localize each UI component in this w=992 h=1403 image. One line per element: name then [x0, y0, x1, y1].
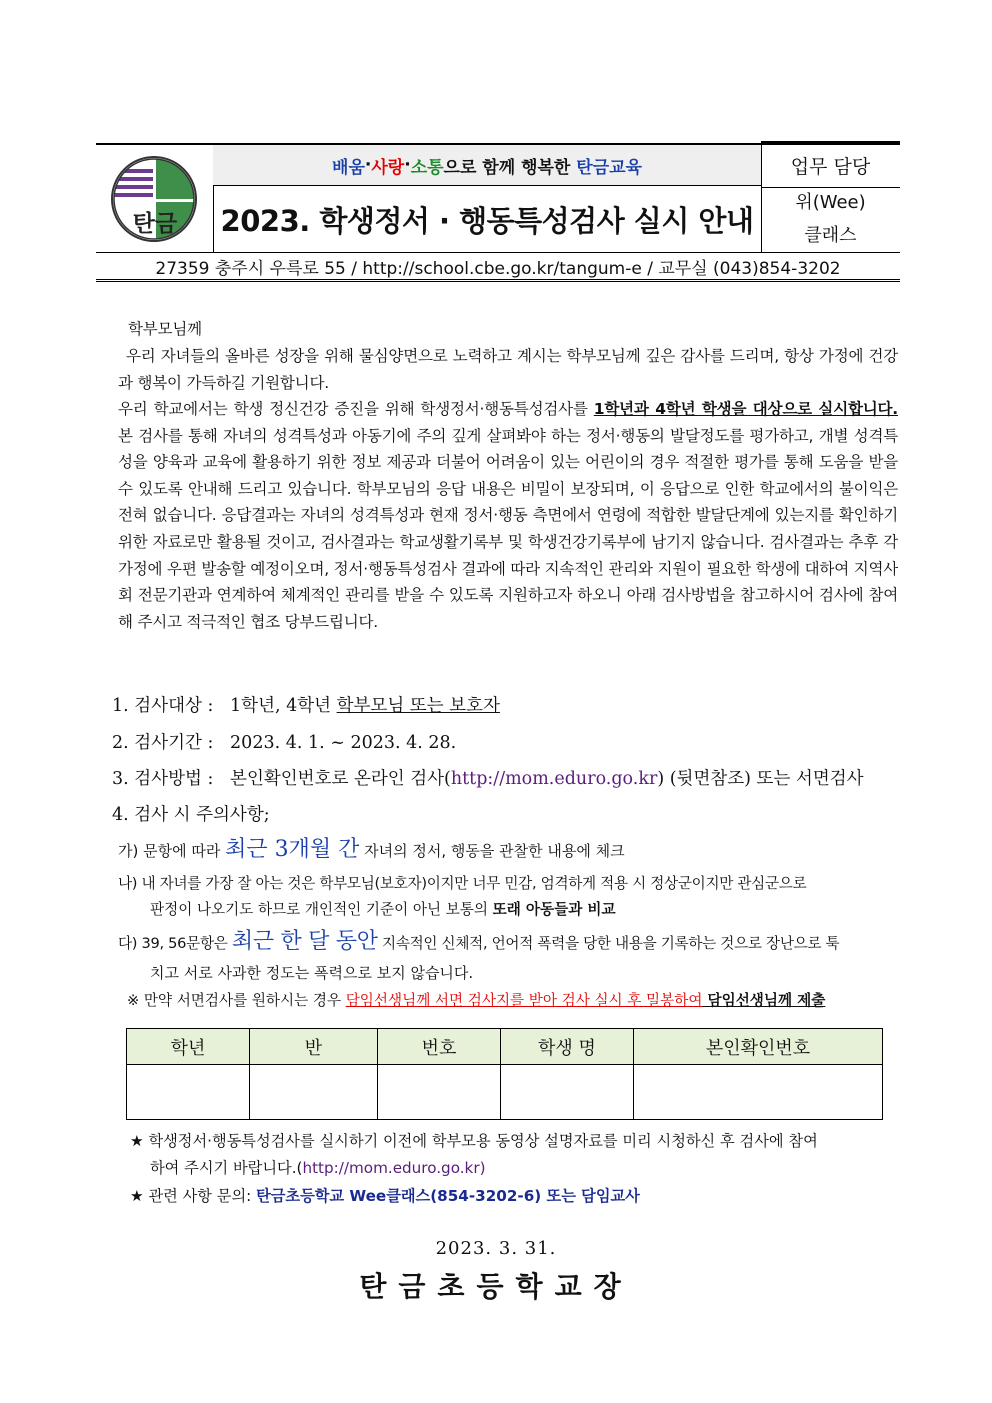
note-da-emphasis: 최근 한 달 동안 — [231, 929, 378, 954]
dept-line1: 위(Wee) — [795, 192, 866, 213]
col-number: 번호 — [378, 1029, 501, 1065]
slogan-middle: 으로 함께 행복한 — [443, 157, 577, 178]
p2-underline: 1학년과 4학년 학생을 대상으로 실시합니다. — [593, 400, 898, 418]
note-star-a: ※ 만약 서면검사를 원하시는 경우 — [127, 992, 346, 1009]
issue-date: 2023. 3. 31. — [435, 1238, 557, 1259]
video-note-2 — [150, 1154, 930, 1182]
col-id-number: 본인확인번호 — [634, 1029, 883, 1065]
cell-student-name[interactable] — [501, 1065, 634, 1120]
item-period-label: 2. 검사기간 : — [112, 733, 214, 753]
inquiry-note — [130, 1182, 910, 1210]
note-ga — [118, 836, 898, 865]
note-na: 나) 내 자녀를 가장 잘 아는 것은 학부모님(보호자)이지만 너무 민감, 엄격하게 적용 시 정상군이지만 관심군으로 — [118, 875, 807, 892]
principal-signature: 탄금초등학교장 — [359, 1270, 633, 1303]
dept-name — [761, 186, 900, 252]
item-method-a: 본인확인번호로 온라인 검사( — [230, 769, 451, 789]
slogan-tangeum: 탄금교육 — [576, 157, 642, 178]
item-method — [112, 765, 864, 790]
note-na-bold: 또래 아동들과 비교 — [492, 901, 616, 918]
note-da — [118, 928, 898, 958]
video-note-url[interactable]: http://mom.eduro.go.kr — [302, 1159, 480, 1177]
inquiry-contact: 탄금초등학교 Wee클래스(854-3202-6) 또는 담임교사 — [256, 1187, 640, 1205]
inquiry-a: ★ 관련 사항 문의: — [130, 1187, 257, 1205]
note-ga-a: 가) 문항에 따라 — [118, 842, 226, 860]
note-star-b: 담임선생님께 제출 — [702, 992, 826, 1009]
item-method-label: 3. 검사방법 : — [112, 769, 214, 789]
slogan-learning: 배움 — [332, 157, 365, 178]
note-ga-b: 자녀의 정서, 행동을 관찰한 내용에 체크 — [359, 842, 625, 860]
cell-grade[interactable] — [127, 1065, 250, 1120]
video-note-c: ) — [479, 1159, 486, 1177]
note-da-a: 다) 39, 56문항은 — [118, 935, 232, 952]
col-student-name: 학생 명 — [501, 1029, 634, 1065]
school-logo-icon — [96, 145, 213, 252]
dept-label: 업무 담당 — [761, 141, 900, 188]
cell-class[interactable] — [250, 1065, 378, 1120]
item-target — [112, 692, 500, 717]
item-cautions: 4. 검사 시 주의사항; — [112, 805, 270, 825]
col-grade: 학년 — [127, 1029, 250, 1065]
address-line: 27359 충주시 우륵로 55 / http://school.cbe.go.kr/tangum-e / 교무실 (043)854-3202 — [96, 253, 900, 282]
slogan-dot: · — [364, 155, 372, 175]
greeting: 학부모님께 — [128, 320, 202, 338]
letter-paragraph-1: 우리 자녀들의 올바른 성장을 위해 물심양면으로 노력하고 계시는 학부모님께 깊은 감사를 드리며, 항상 가정에 건강과 행복이 가득하길 기원합니다. — [118, 347, 898, 392]
note-da-b: 지속적인 신체적, 언어적 폭력을 당한 내용을 기록하는 것으로 장난으로 툭 — [377, 935, 840, 952]
item-method-url[interactable]: http://mom.eduro.go.kr — [450, 769, 658, 789]
slogan-love: 사랑 — [371, 157, 405, 178]
note-na-2 — [150, 896, 890, 924]
note-ga-emphasis: 최근 3개월 간 — [225, 837, 360, 862]
video-note: ★ 학생정서·행동특성검사를 실시하기 이전에 학부모용 동영상 설명자료를 미리 시청하신 후 검사에 참여 — [130, 1132, 818, 1150]
item-target-underline: 학부모님 또는 보호자 — [336, 696, 500, 716]
slogan-dot: · — [404, 155, 411, 175]
video-note-b: 하여 주시기 바랍니다.( — [150, 1159, 303, 1177]
cell-id-number[interactable] — [634, 1065, 883, 1120]
p2-text-b: 본 검사를 통해 자녀의 성격특성과 아동기에 주의 깊게 살펴봐야 하는 정서·행동의 발달정도를 평가하고, 개별 성격특성을 양육과 교육에 활용하기 위한 정보 제공과 더불어 어려움이 있는 어린이의 경우 적절한 평가를 통해 도움을 받을 수 있도록 안내해 드리고 있습니다. 학부모님의 응답 내용은 비밀이 보장되며, 이 응답으로 인한 학교에서의 불이익은 전혀 없습니다. 응답결과는 자녀의 성격특성과 현재 정서·행동 측면에서 연령에 적합한 발달단계에 있는지를 확인하기 위한 자료로만 활용될 것이고, 검사결과는 학교생활기록부 및 학생건강기록부에 남기지 않습니다. 검사결과는 추후 각 가정에 우편 발송할 예정이오며, 정서·행동특성검사 결과에 따라 지속적인 관리와 지원이 필요한 학생에 대하여 지역사회 전문기관과 연계하여 체계적인 관리를 받을 수 있도록 지원하고자 하오니 아래 검사방법을 참고하시어 검사에 참여해 주시고 적극적인 협조 당부드립니다. — [118, 426, 899, 631]
item-target-label: 1. 검사대상 : — [112, 696, 214, 716]
table-row — [127, 1065, 883, 1120]
note-star-red: 담임선생님께 서면 검사지를 받아 검사 실시 후 밀봉하여 — [345, 992, 703, 1009]
letter-paragraph-2 — [118, 396, 898, 635]
dept-line2: 클래스 — [804, 225, 857, 246]
item-method-b: ) (뒷면참조) 또는 서면검사 — [657, 769, 864, 789]
cell-number[interactable] — [378, 1065, 501, 1120]
item-period — [112, 729, 456, 754]
school-logo-cell — [96, 145, 214, 252]
item-period-value: 2023. 4. 1. ~ 2023. 4. 28. — [230, 733, 457, 753]
p2-text-a: 우리 학교에서는 학생 정신건강 증진을 위해 학생정서·행동특성검사를 — [118, 400, 594, 418]
note-da-2: 치고 서로 사과한 정도는 폭력으로 보지 않습니다. — [150, 964, 474, 982]
page-title: 2023. 학생정서 · 행동특성검사 실시 안내 — [220, 203, 754, 238]
slogan — [213, 145, 761, 186]
col-class: 반 — [250, 1029, 378, 1065]
student-info-table — [126, 1028, 883, 1120]
item-target-a: 1학년, 4학년 — [230, 696, 337, 716]
slogan-communication: 소통 — [410, 157, 444, 178]
note-na-b: 판정이 나오기도 하므로 개인적인 기준이 아닌 보통의 — [150, 901, 493, 918]
logo-text: 탄금 — [132, 211, 178, 237]
note-star — [127, 987, 907, 1015]
table-header-row — [127, 1029, 883, 1065]
